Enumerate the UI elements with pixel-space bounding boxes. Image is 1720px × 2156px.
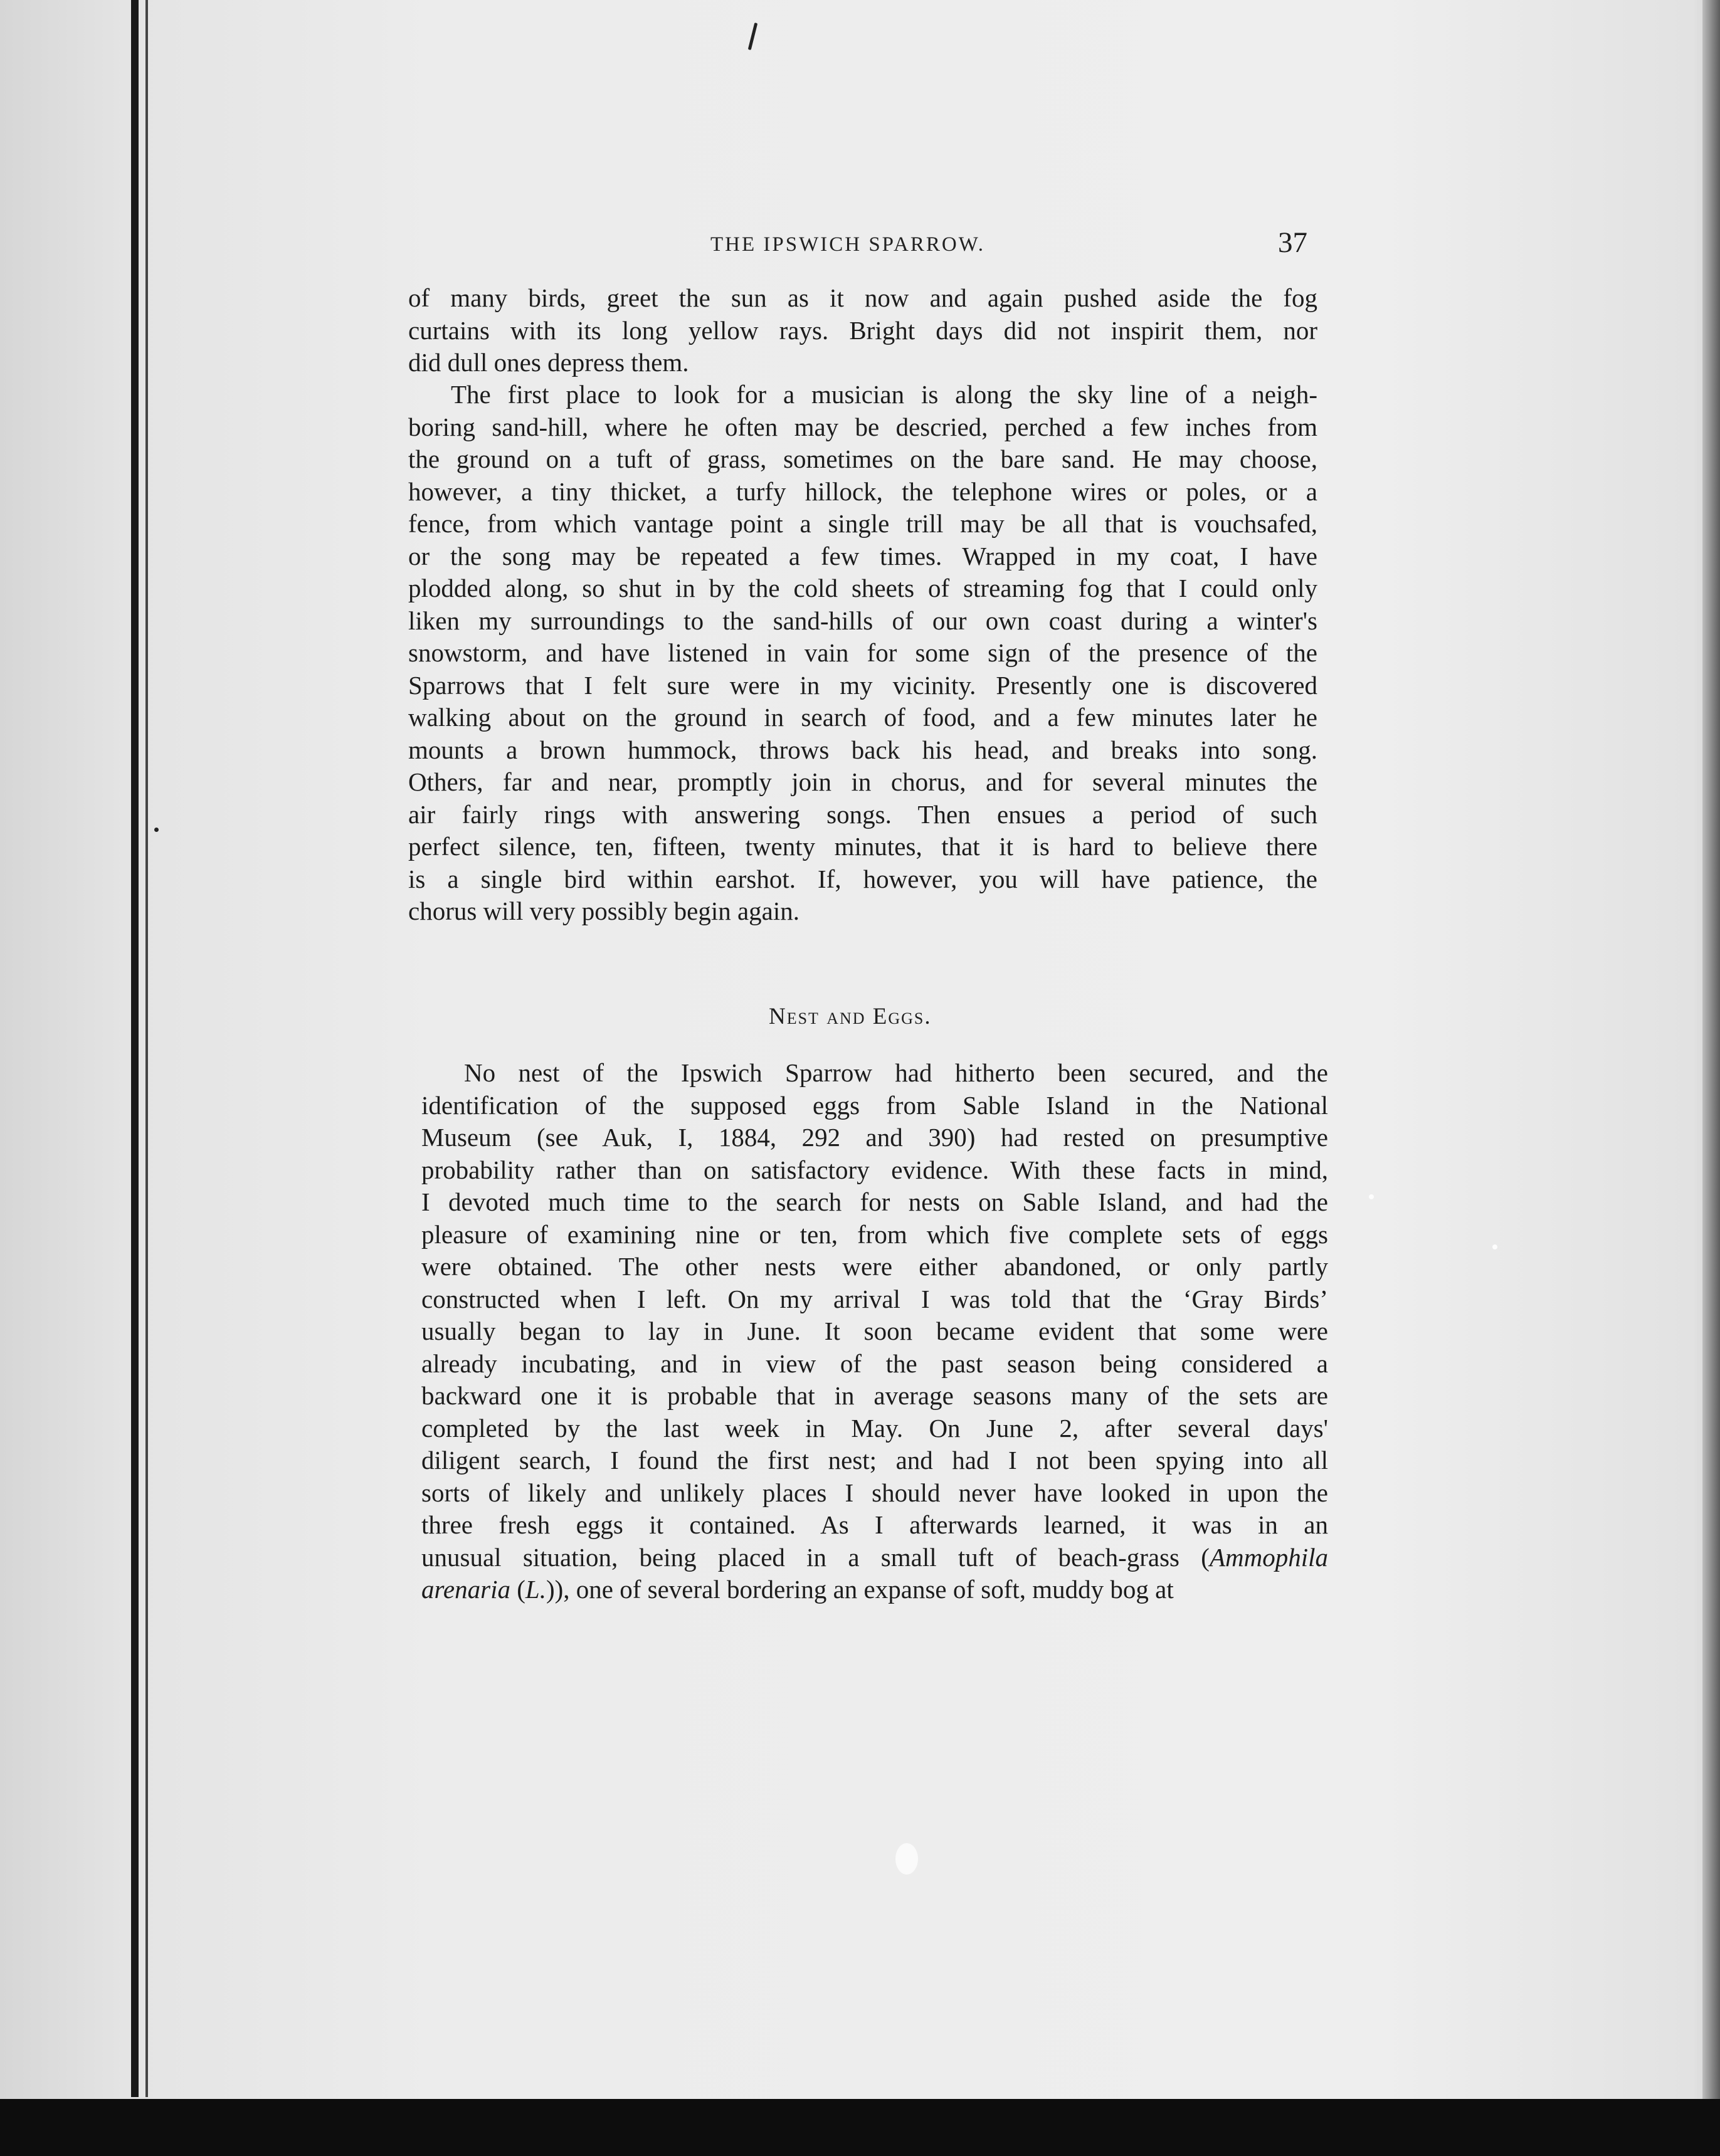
text-line: of many birds, greet the sun as it now and again pushed aside the fog	[408, 283, 1317, 312]
italic-authority: L.	[525, 1575, 546, 1604]
text-line: completed by the last week in May. On June 2, after several days'	[421, 1413, 1328, 1443]
scan-artifact	[1369, 1194, 1374, 1199]
text-line: liken my surroundings to the sand-hills of our own coast during a winter's	[408, 606, 1317, 635]
binding-edge-inner	[145, 0, 148, 2097]
text-line: however, a tiny thicket, a turfy hillock, the telephone wires or poles, or a	[408, 476, 1317, 506]
text-line: pleasure of examining nine or ten, from which five complete sets of eggs	[421, 1219, 1328, 1249]
binding-edge	[131, 0, 139, 2097]
text-line: walking about on the ground in search of food, and a few minutes later he	[408, 703, 1317, 732]
italic-species: arenaria	[421, 1575, 510, 1604]
italic-genus: Ammophila	[1209, 1542, 1328, 1572]
text-fragment: unusual situation, being placed in a small tuft of beach-grass (	[421, 1542, 1210, 1572]
text-line-with-italic	[421, 1574, 1328, 1606]
text-line-with-italic	[421, 1542, 1328, 1574]
text-line: the ground on a tuft of grass, sometimes on the bare sand. He may choose,	[408, 444, 1317, 473]
text-line: No nest of the Ipswich Sparrow had hitherto been secured, and the	[464, 1058, 1328, 1087]
text-line: already incubating, and in view of the past season being considered a	[421, 1349, 1328, 1378]
scan-artifact	[748, 23, 757, 50]
text-line: Others, far and near, promptly join in chorus, and for several minutes the	[408, 767, 1317, 796]
running-title: THE IPSWICH SPARROW.	[710, 233, 986, 256]
paragraph-nest-and-eggs	[421, 1057, 1328, 1606]
text-line: probability rather than on satisfactory evidence. With these facts in mind,	[421, 1155, 1328, 1184]
text-line: The first place to look for a musician is along the sky line of a neigh-	[451, 380, 1317, 409]
page-right-edge	[1702, 0, 1720, 2156]
page-number: 37	[1278, 226, 1307, 259]
text-line: perfect silence, ten, fifteen, twenty minutes, that it is hard to believe there	[408, 832, 1317, 861]
section-heading: Nest and Eggs.	[769, 1004, 932, 1029]
text-line: did dull ones depress them.	[408, 348, 689, 377]
text-line: were obtained. The other nests were either abandoned, or only partly	[421, 1252, 1328, 1281]
text-line: Museum (see Auk, I, 1884, 292 and 390) had rested on presumptive	[421, 1123, 1328, 1152]
text-line: or the song may be repeated a few times. Wrapped in my coat, I have	[408, 541, 1317, 571]
text-line: boring sand-hill, where he often may be descried, perched a few inches from	[408, 412, 1317, 441]
text-line: identification of the supposed eggs from Sable Island in the National	[421, 1090, 1328, 1120]
text-line: plodded along, so shut in by the cold sheets of streaming fog that I could only	[408, 574, 1317, 602]
text-line: chorus will very possibly begin again.	[408, 897, 800, 925]
text-line: constructed when I left. On my arrival I was told that the ‘Gray Birds’	[421, 1284, 1328, 1313]
text-line: mounts a brown hummock, throws back his head, and breaks into song.	[408, 735, 1317, 764]
scan-artifact	[1492, 1244, 1497, 1249]
text-line: air fairly rings with answering songs. Then ensues a period of such	[408, 799, 1317, 829]
text-line: Sparrows that I felt sure were in my vicinity. Presently one is discovered	[408, 670, 1317, 700]
text-fragment: )), one of several bordering an expanse of soft, muddy bog at	[546, 1575, 1174, 1604]
text-line: sorts of likely and unlikely places I should never have looked in upon the	[421, 1478, 1328, 1507]
paragraph-continuation	[408, 282, 1317, 379]
text-line: backward one it is probable that in average seasons many of the sets are	[421, 1381, 1328, 1410]
scan-artifact	[154, 828, 159, 832]
text-line: I devoted much time to the search for nests on Sable Island, and had the	[421, 1187, 1328, 1216]
text-fragment: (	[510, 1575, 525, 1604]
page-bottom-shadow	[0, 2099, 1720, 2156]
text-line: three fresh eggs it contained. As I afterwards learned, it was in an	[421, 1510, 1328, 1539]
text-line: is a single bird within earshot. If, however, you will have patience, the	[408, 864, 1317, 893]
text-line: curtains with its long yellow rays. Bright days did not inspirit them, nor	[408, 315, 1317, 345]
paragraph-musician	[408, 379, 1317, 928]
text-line: snowstorm, and have listened in vain for some sign of the presence of the	[408, 638, 1317, 667]
text-line: fence, from which vantage point a single trill may be all that is vouchsafed,	[408, 509, 1317, 538]
text-line: diligent search, I found the first nest; and had I not been spying into all	[421, 1446, 1328, 1475]
scan-artifact	[895, 1843, 918, 1875]
text-line: usually began to lay in June. It soon became evident that some were	[421, 1317, 1328, 1345]
